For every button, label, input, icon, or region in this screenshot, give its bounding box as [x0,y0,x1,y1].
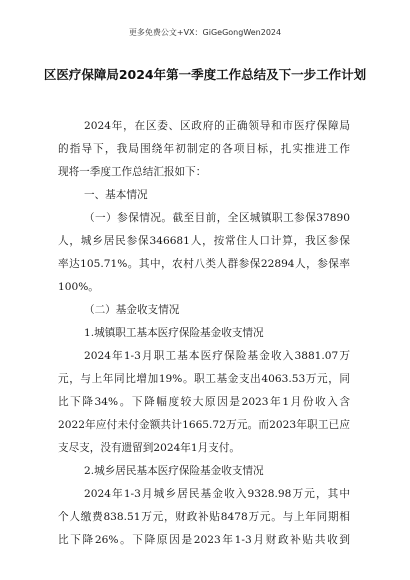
paragraph-line: 比下降26%。下降原因是2023年1-3月财政补贴共收到 [58,534,350,546]
paragraph-line: 支尽支，没有遗留到2024年1月支付。 [58,442,241,454]
paragraph-line: 人，城乡居民参保346681人，按常住人口计算，我区参保 [58,235,350,247]
section-heading: 一、基本情况 [84,189,148,201]
document-title: 区医疗保障局2024年第一季度工作总结及下一步工作计划 [43,67,367,82]
subsection-heading: （二）基金收支情况 [84,304,180,316]
paragraph-line: 2024年1-3月职工基本医疗保险基金收入3881.07万 [84,350,350,362]
paragraph-line: 的指导下，我局围绕年初制定的各项目标，扎实推进工作 [58,143,350,155]
paragraph-line: 现将一季度工作总结汇报如下： [58,166,207,178]
subsection-heading: 1.城镇职工基本医疗保险基金收支情况 [84,327,264,339]
paragraph-line: 比下降34%。下降幅度较大原因是2023年1月份收入含 [58,396,350,408]
header-note: 更多免费公文+VX：GiGeGongWen2024 [128,28,282,37]
paragraph-line: 2024年，在区委、区政府的正确领导和市医疗保障局 [84,120,350,132]
paragraph-line: 个人缴费838.51万元，财政补贴8478万元。与上年同期相 [58,511,350,523]
paragraph-line: 100%。 [58,281,99,293]
paragraph-line: （一）参保情况。截至目前，全区城镇职工参保37890 [84,212,350,224]
paragraph-line: 2024年1-3月城乡居民基金收入9328.98万元，其中 [84,488,350,500]
paragraph-line: 元，与上年同比增加19%。职工基金支出4063.53万元，同 [58,373,350,385]
paragraph-line: 2022年应付未付金额共计1665.72万元。而2023年职工已应 [58,419,350,431]
subsection-heading: 2.城乡居民基本医疗保险基金收支情况 [84,465,264,477]
paragraph-line: 率达105.71%。其中，农村八类人群参保22894人，参保率 [58,258,350,270]
